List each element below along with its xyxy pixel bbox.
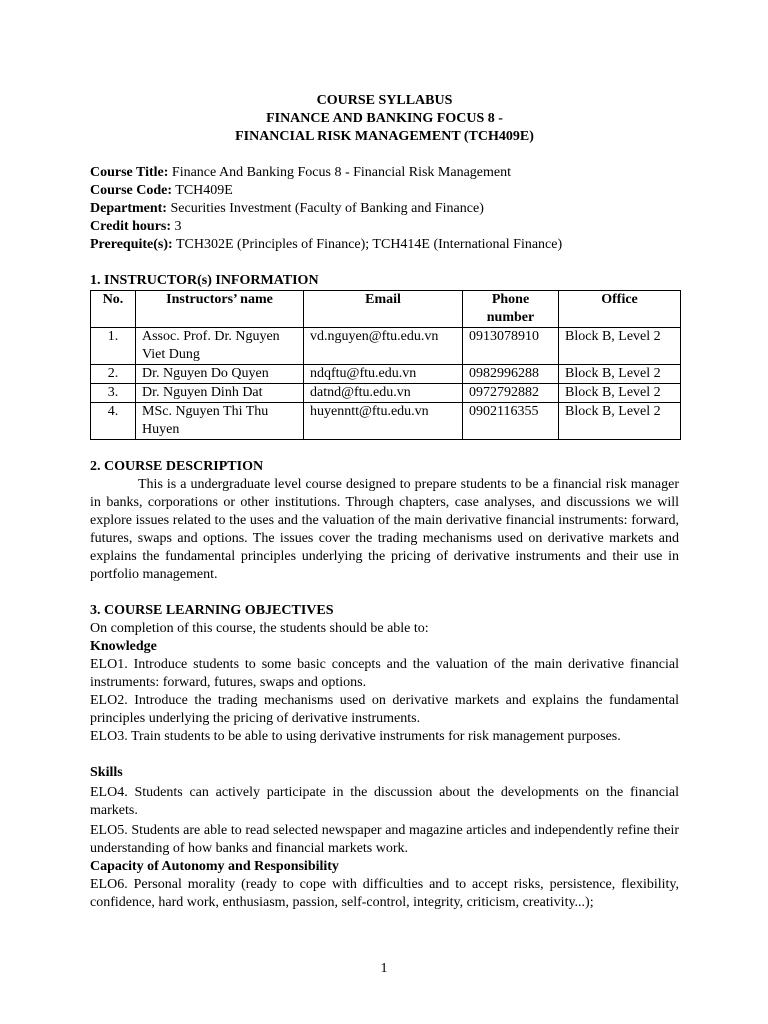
table-row [91, 403, 681, 440]
cell-name: Dr. Nguyen Dinh Dat [136, 384, 304, 403]
column-header-email: Email [304, 291, 463, 328]
prerequisites-label: Prerequite(s): [90, 237, 173, 252]
title-line-3: FINANCIAL RISK MANAGEMENT (TCH409E) [235, 129, 534, 144]
elo2-text: ELO2. Introduce the trading mechanisms used on derivative markets and explains the fundamental principles underlying the pricing of derivative instruments. [90, 693, 679, 726]
objectives-intro: On completion of this course, the students should be able to: [90, 621, 429, 636]
description-paragraph: This is a undergraduate level course designed to prepare students to be a financial risk manager in banks, corporations or other institutions. Through chapters, case analyses, and discussions we will explore issues related to the uses and the valuation of the main derivative financial instruments: forward, futures, swaps and options. The issues cover the trading mechanisms used on derivative markets and explains the fundamental principles underlying the pricing of derivative instruments and their use in portfolio management. [90, 477, 679, 582]
column-header-no: No. [91, 291, 136, 328]
objectives-heading: 3. COURSE LEARNING OBJECTIVES [90, 603, 334, 618]
cell-email: ndqftu@ftu.edu.vn [304, 365, 463, 384]
table-row [91, 328, 681, 365]
cell-name: Assoc. Prof. Dr. Nguyen Viet Dung [136, 328, 304, 365]
knowledge-heading: Knowledge [90, 639, 157, 654]
course-title-value: Finance And Banking Focus 8 - Financial Risk Management [171, 165, 511, 180]
elo4-text: ELO4. Students can actively participate in the discussion about the developments on the financial markets. [90, 785, 679, 818]
credit-hours-label: Credit hours: [90, 219, 172, 234]
instructors-heading: 1. INSTRUCTOR(s) INFORMATION [90, 273, 319, 288]
cell-office: Block B, Level 2 [559, 365, 681, 384]
cell-phone: 0982996288 [463, 365, 559, 384]
cell-no: 4. [91, 403, 136, 440]
cell-email: datnd@ftu.edu.vn [304, 384, 463, 403]
autonomy-heading: Capacity of Autonomy and Responsibility [90, 859, 339, 874]
page-number: 1 [380, 961, 388, 976]
elo3-text: ELO3. Train students to be able to using derivative instruments for risk management purposes. [90, 729, 621, 744]
title-line-2: FINANCE AND BANKING FOCUS 8 - [266, 111, 503, 126]
cell-no: 1. [91, 328, 136, 365]
column-header-phone: Phone number [463, 291, 559, 328]
course-code-row [90, 182, 679, 200]
column-header-office: Office [559, 291, 681, 328]
table-row [91, 384, 681, 403]
cell-no: 2. [91, 365, 136, 384]
table-header-row [91, 291, 681, 328]
credit-hours-value: 3 [174, 219, 182, 234]
document-title [90, 92, 679, 146]
cell-email: huyenntt@ftu.edu.vn [304, 403, 463, 440]
department-value: Securities Investment (Faculty of Banking and Finance) [170, 201, 484, 216]
elo5-text: ELO5. Students are able to read selected newspaper and magazine articles and independently refine their understanding of how banks and financial markets work. [90, 823, 679, 856]
table-row [91, 365, 681, 384]
instructors-table [90, 290, 681, 440]
skills-heading: Skills [90, 765, 123, 780]
course-title-label: Course Title: [90, 165, 169, 180]
elo6-text: ELO6. Personal morality (ready to cope with difficulties and to accept risks, persistence, flexibility, confidence, hard work, enthusiasm, passion, self-control, integrity, criticism, creativity...); [90, 877, 679, 910]
description-heading: 2. COURSE DESCRIPTION [90, 459, 264, 474]
cell-email: vd.nguyen@ftu.edu.vn [304, 328, 463, 365]
cell-phone: 0902116355 [463, 403, 559, 440]
syllabus-page [90, 92, 679, 912]
cell-name: Dr. Nguyen Do Quyen [136, 365, 304, 384]
course-code-value: TCH409E [175, 183, 233, 198]
cell-no: 3. [91, 384, 136, 403]
department-row [90, 200, 679, 218]
credit-hours-row [90, 218, 679, 236]
cell-phone: 0913078910 [463, 328, 559, 365]
course-meta [90, 164, 679, 254]
cell-phone: 0972792882 [463, 384, 559, 403]
column-header-name: Instructors’ name [136, 291, 304, 328]
elo1-text: ELO1. Introduce students to some basic concepts and the valuation of the main derivative financial instruments: forward, futures, swaps and options. [90, 657, 679, 690]
title-line-1: COURSE SYLLABUS [316, 93, 453, 108]
cell-office: Block B, Level 2 [559, 328, 681, 365]
cell-office: Block B, Level 2 [559, 403, 681, 440]
department-label: Department: [90, 201, 167, 216]
course-title-row [90, 164, 679, 182]
cell-office: Block B, Level 2 [559, 384, 681, 403]
prerequisites-row [90, 236, 679, 254]
cell-name: MSc. Nguyen Thi Thu Huyen [136, 403, 304, 440]
prerequisites-value: TCH302E (Principles of Finance); TCH414E (International Finance) [175, 237, 563, 252]
course-code-label: Course Code: [90, 183, 173, 198]
